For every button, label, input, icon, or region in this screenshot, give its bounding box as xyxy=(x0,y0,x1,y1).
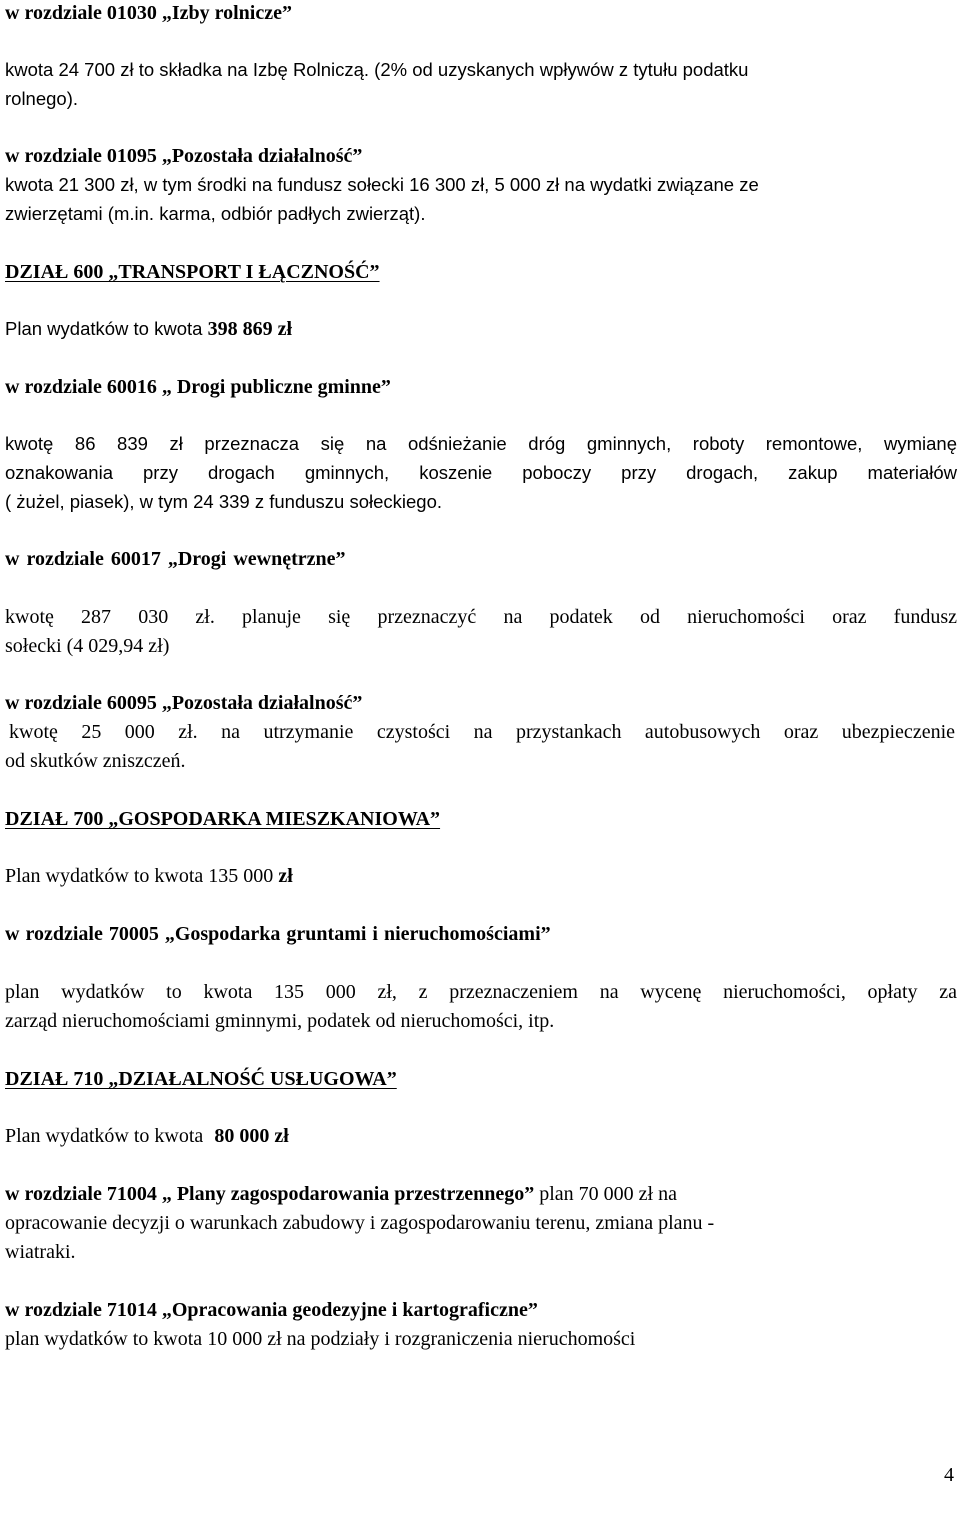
section-710-heading: DZIAŁ 710 „DZIAŁALNOŚĆ USŁUGOWA” xyxy=(5,1068,397,1090)
chapter-01095-text-line1: kwota 21 300 zł, w tym środki na fundusz sołecki 16 300 zł, 5 000 zł na wydatki związane ze xyxy=(5,174,759,195)
chapter-70005-heading: w rozdziale 70005 „Gospodarka gruntami i nieruchomościami” xyxy=(5,923,551,945)
chapter-60095-heading: w rozdziale 60095 „Pozostała działalność” xyxy=(5,692,363,714)
chapter-60016-text-line2: oznakowania przy drogach gminnych, koszenie poboczy przy drogach, zakup materiałów xyxy=(5,462,957,483)
chapter-71014-heading: w rozdziale 71014 „Opracowania geodezyjne i kartograficzne” xyxy=(5,1299,538,1321)
chapter-60016-text-line3: ( żużel, piasek), w tym 24 339 z funduszu sołeckiego. xyxy=(5,491,443,512)
chapter-60095-text-line1: kwotę 25 000 zł. na utrzymanie czystości na przystankach autobusowych oraz ubezpieczenie xyxy=(9,721,955,743)
section-600-heading: DZIAŁ 600 „TRANSPORT I ŁĄCZNOŚĆ” xyxy=(5,261,380,283)
section-700-plan-label: Plan wydatków to kwota 135 000 xyxy=(5,865,279,887)
chapter-60016-text-line1: kwotę 86 839 zł przeznacza się na odśnieżanie dróg gminnych, roboty remontowe, wymianę xyxy=(5,433,957,454)
chapter-60017-text-line1: kwotę 287 030 zł. planuje się przeznaczyć na podatek od nieruchomości oraz fundusz xyxy=(5,606,957,628)
section-600-plan xyxy=(5,316,292,342)
chapter-60017-heading: w rozdziale 60017 „Drogi wewnętrzne” xyxy=(5,548,346,570)
section-700-heading: DZIAŁ 700 „GOSPODARKA MIESZKANIOWA” xyxy=(5,808,441,830)
section-600-plan-amount: 398 869 zł xyxy=(207,318,293,340)
page-number: 4 xyxy=(944,1464,954,1486)
chapter-60095-text-line2: od skutków zniszczeń. xyxy=(5,750,186,772)
chapter-71004-plan: plan 70 000 zł na xyxy=(534,1183,677,1205)
section-710-plan-label: Plan wydatków to kwota xyxy=(5,1125,209,1147)
section-710-plan xyxy=(5,1123,289,1149)
section-700-plan xyxy=(5,863,293,889)
chapter-71004-text-line2: opracowanie decyzji o warunkach zabudowy i zagospodarowaniu terenu, zmiana planu - xyxy=(5,1212,715,1234)
chapter-71014-text-line1: plan wydatków to kwota 10 000 zł na podziały i rozgraniczenia nieruchomości xyxy=(5,1328,636,1350)
chapter-71004-heading: w rozdziale 71004 „ Plany zagospodarowania przestrzennego” xyxy=(5,1183,535,1205)
chapter-60017-text-line2: sołecki (4 029,94 zł) xyxy=(5,635,170,657)
section-710-plan-amount: 80 000 zł xyxy=(214,1125,289,1147)
chapter-70005-text-line2: zarząd nieruchomościami gminnymi, podatek od nieruchomości, itp. xyxy=(5,1010,555,1032)
chapter-70005-text-line1: plan wydatków to kwota 135 000 zł, z przeznaczeniem na wycenę nieruchomości, opłaty za xyxy=(5,981,957,1003)
chapter-01030-text-line2: rolnego). xyxy=(5,88,79,109)
chapter-01030-heading: w rozdziale 01030 „Izby rolnicze” xyxy=(5,2,292,24)
section-700-plan-unit: zł xyxy=(278,865,293,887)
chapter-01095-heading: w rozdziale 01095 „Pozostała działalność” xyxy=(5,145,363,167)
chapter-60016-heading: w rozdziale 60016 „ Drogi publiczne gminne” xyxy=(5,376,391,398)
section-600-plan-label: Plan wydatków to kwota xyxy=(5,318,208,339)
chapter-71004-text-line3: wiatraki. xyxy=(5,1241,76,1263)
chapter-01095-text-line2: zwierzętami (m.in. karma, odbiór padłych zwierząt). xyxy=(5,203,426,224)
chapter-71004-line1 xyxy=(5,1181,677,1207)
chapter-01030-text-line1: kwota 24 700 zł to składka na Izbę Rolniczą. (2% od uzyskanych wpływów z tytułu podatku xyxy=(5,59,749,80)
